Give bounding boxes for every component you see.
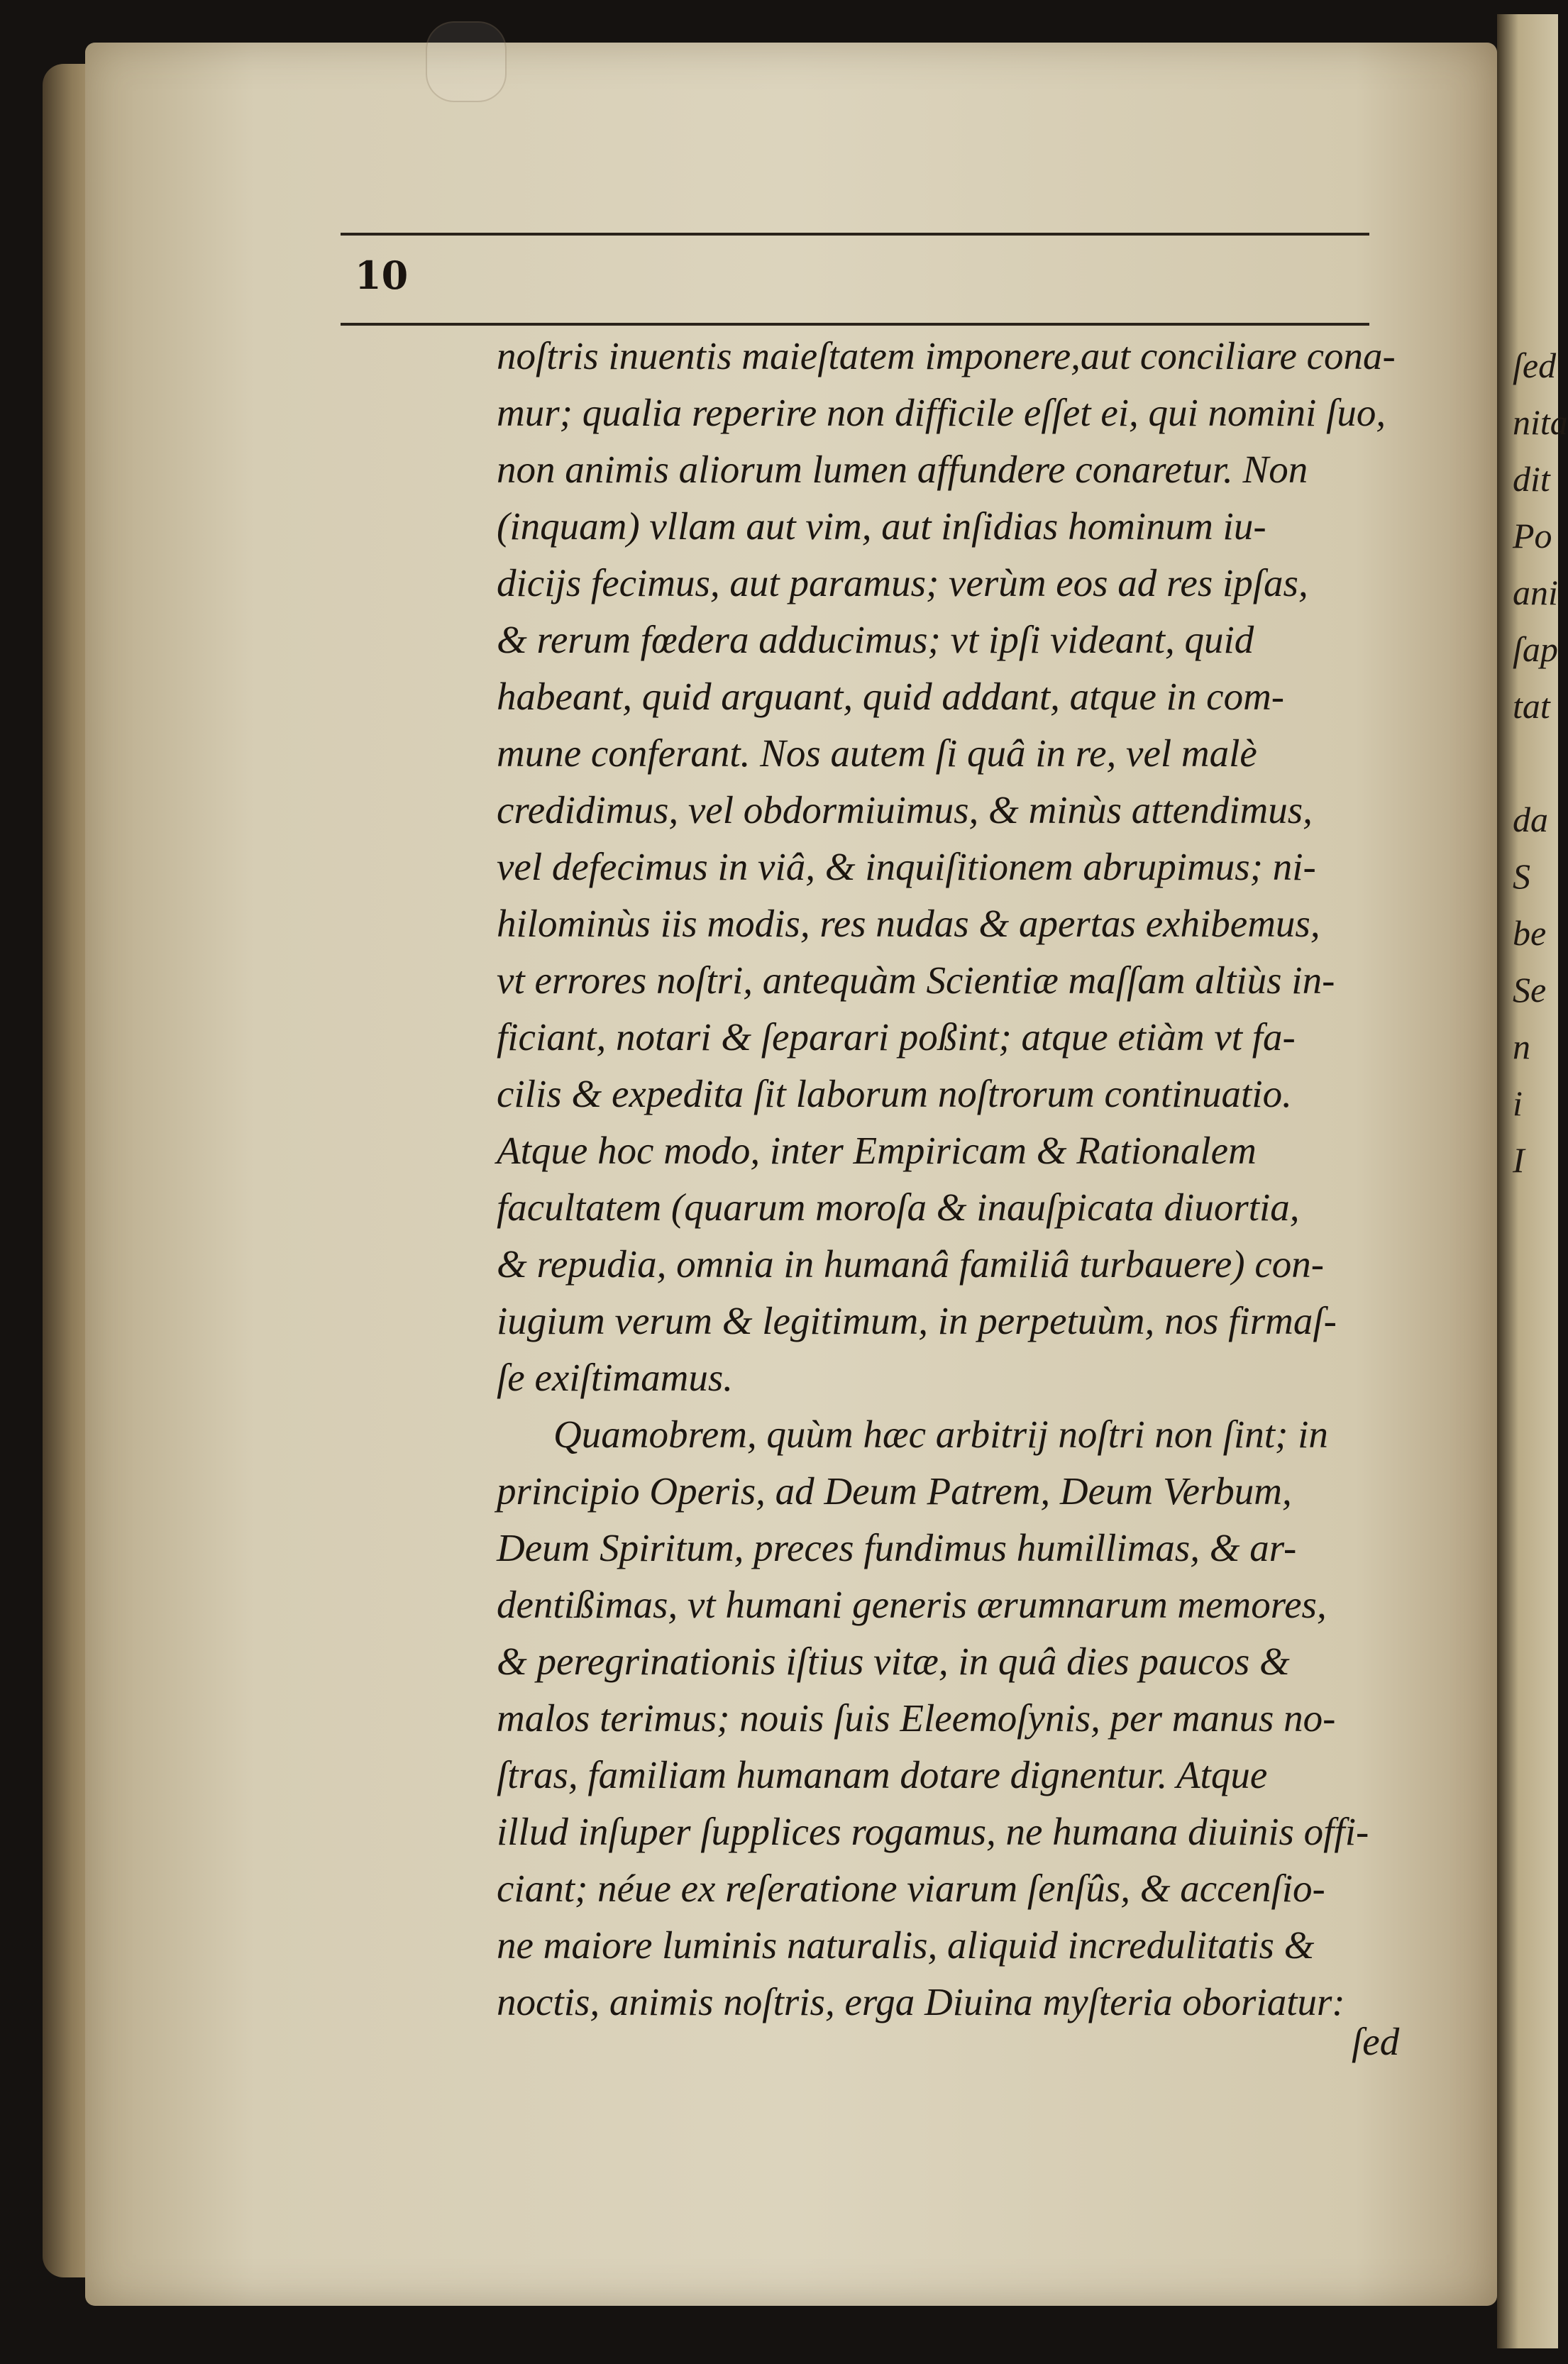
facing-fragment: I	[1513, 1140, 1525, 1180]
text-line: & rerum fœdera adducimus; vt ipſi videant, quid	[497, 618, 1254, 661]
text-line: noctis, animis noſtris, erga Diuina myſteria oboriatur:	[497, 1980, 1345, 2023]
body-text	[497, 328, 1419, 2031]
text-line: Atque hoc modo, inter Empiricam & Rationalem	[497, 1129, 1257, 1172]
text-line: vel defecimus in viâ, & inquiſitionem abrupimus; ni-	[497, 845, 1316, 888]
text-line: Deum Spiritum, preces fundimus humillimas, & ar-	[497, 1526, 1297, 1569]
facing-fragment: Se	[1513, 970, 1547, 1010]
text-line: hilominùs iis modis, res nudas & apertas exhibemus,	[497, 902, 1320, 945]
text-line-paragraph-start: Quamobrem, quùm hæc arbitrij noſtri non ſint; in	[553, 1413, 1328, 1456]
facing-fragment: S	[1513, 856, 1530, 896]
text-line: dentißimas, vt humani generis ærumnarum memores,	[497, 1583, 1327, 1626]
text-line: iugium verum & legitimum, in perpetuùm, nos firmaſ-	[497, 1299, 1337, 1342]
text-line: dicijs fecimus, aut paramus; verùm eos ad res ipſas,	[497, 561, 1308, 604]
facing-page-edge	[1497, 14, 1568, 2348]
text-line: & peregrinationis iſtius vitæ, in quâ dies paucos &	[497, 1640, 1290, 1683]
facing-fragment: ani	[1513, 573, 1558, 612]
header-rule	[341, 323, 1369, 326]
text-line: ſtras, familiam humanam dotare dignentur. Atque	[497, 1753, 1268, 1796]
paper-clip-mark	[426, 21, 507, 102]
text-line: principio Operis, ad Deum Patrem, Deum Verbum,	[497, 1469, 1292, 1513]
facing-fragment: Po	[1513, 516, 1552, 556]
facing-fragment: tat	[1513, 686, 1550, 726]
facing-fragment: dit	[1513, 459, 1550, 499]
text-line: ciant; néue ex reſeratione viarum ſenſûs, & accenſio-	[497, 1867, 1325, 1910]
text-line: ficiant, notari & ſeparari poßint; atque etiàm vt fa-	[497, 1015, 1296, 1059]
text-line: noſtris inuentis maieſtatem imponere,aut conciliare cona-	[497, 334, 1396, 377]
facing-fragment: da	[1513, 800, 1548, 839]
text-line: malos terimus; nouis ſuis Eleemoſynis, per manus no-	[497, 1696, 1336, 1740]
text-line: (inquam) vllam aut vim, aut inſidias hominum iu-	[497, 504, 1266, 548]
catchword: ſed	[1352, 2020, 1400, 2063]
facing-fragment: ſed	[1513, 346, 1557, 385]
text-line: facultatem (quarum moroſa & inauſpicata diuortia,	[497, 1186, 1300, 1229]
page-number: 10	[355, 253, 409, 298]
text-line: mune conferant. Nos autem ſi quâ in re, vel malè	[497, 731, 1257, 775]
text-line: ſe exiſtimamus.	[497, 1356, 733, 1399]
text-line: cilis & expedita ſit laborum noſtrorum continuatio.	[497, 1072, 1292, 1115]
text-line: & repudia, omnia in humanâ familiâ turbauere) con-	[497, 1242, 1325, 1286]
facing-fragment: ſap	[1513, 629, 1558, 669]
text-line: vt errores noſtri, antequàm Scientiæ maſſam altiùs in-	[497, 959, 1335, 1002]
facing-fragment: i	[1513, 1083, 1523, 1123]
text-line: mur; qualia reperire non difficile eſſet ei, qui nomini ſuo,	[497, 391, 1386, 434]
text-line: ne maiore luminis naturalis, aliquid incredulitatis &	[497, 1923, 1315, 1967]
facing-fragment: n	[1513, 1027, 1530, 1066]
text-line: habeant, quid arguant, quid addant, atque in com-	[497, 675, 1285, 718]
facing-fragment: be	[1513, 913, 1547, 953]
facing-fragment: nita	[1513, 402, 1568, 442]
text-line: non animis aliorum lumen affundere conaretur. Non	[497, 448, 1308, 491]
text-line: illud inſuper ſupplices rogamus, ne humana diuinis offi-	[497, 1810, 1369, 1853]
text-line: credidimus, vel obdormiuimus, & minùs attendimus,	[497, 788, 1313, 832]
top-rule	[341, 233, 1369, 236]
